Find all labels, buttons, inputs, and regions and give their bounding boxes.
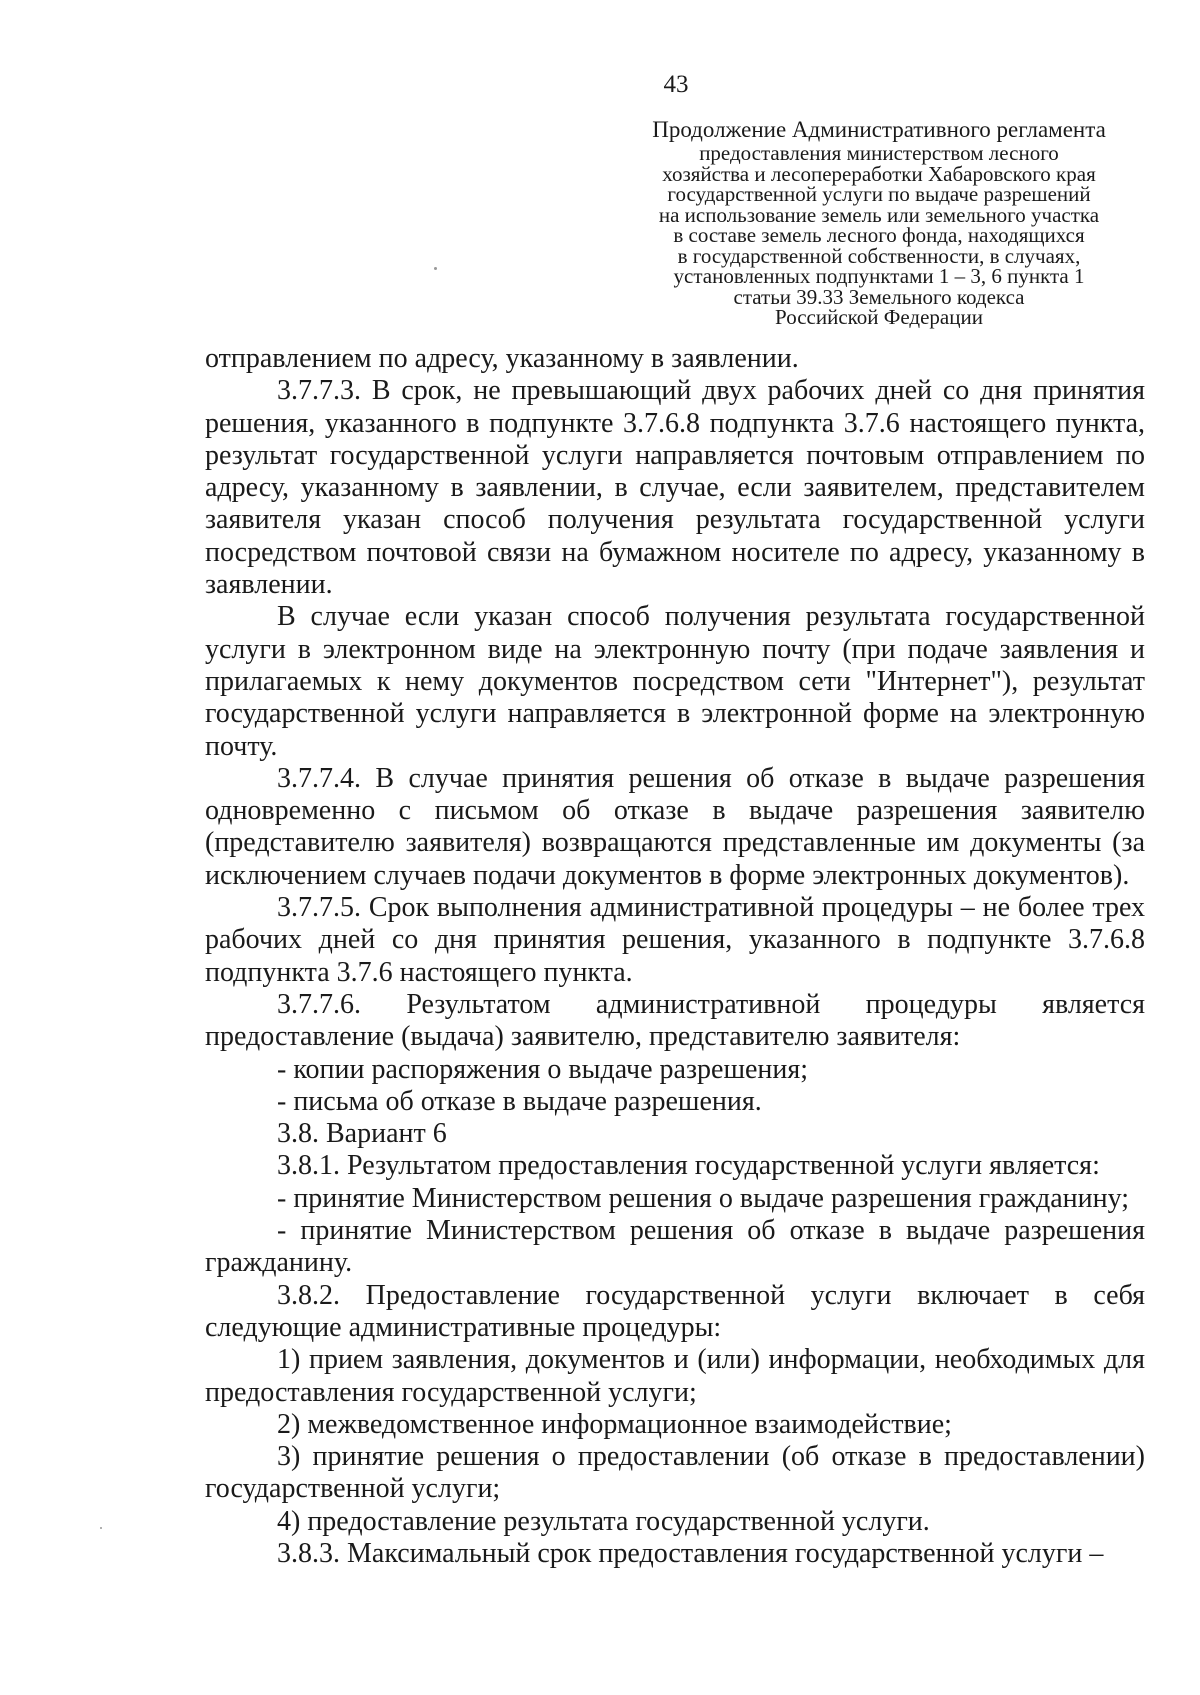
paragraph: 3.7.7.6. Результатом административной процедуры является предоставление (выдача) заявителю, представителю заявителя: [205, 988, 1145, 1053]
header-line: в государственной собственности, в случаях, [677, 243, 1081, 268]
header-line: в составе земель лесного фонда, находящихся [673, 223, 1085, 247]
list-item: - принятие Министерством решения о выдаче разрешения гражданину; [277, 1182, 1130, 1214]
paragraph: В случае если указан способ получения результата государственной услуги в электронном виде на электронную почту (при подаче заявления и прилагаемых к нему документов посредством сети "Интернет"), результат государственной услуги направляется в электронной форме на электронную почту. [205, 601, 1145, 762]
scan-speck [434, 267, 437, 270]
paragraph: 3.8.3. Максимальный срок предоставления государственной услуги – [277, 1537, 1104, 1569]
paragraph: 3.7.7.3. В срок, не превышающий двух рабочих дней со дня принятия решения, указанного в подпункте 3.7.6.8 подпункта 3.7.6 настоящего пункта, результат государственной услуги направляется почтовым отправлением по адресу, указанному в заявлении, в случае, если заявителем, представителем заявителя указан способ получения результата государственной услуги посредством почтовой связи на бумажном носителе по адресу, указанному в заявлении. [205, 375, 1145, 601]
header-line: государственной услуги по выдаче разрешений [667, 182, 1091, 206]
list-item: 3) принятие решения о предоставлении (об отказе в предоставлении) государственной услуги; [205, 1441, 1145, 1505]
document-header [618, 117, 1140, 328]
list-item: - письма об отказе в выдаче разрешения. [277, 1085, 762, 1117]
paragraph: 3.8.2. Предоставление государственной услуги включает в себя следующие административные процедуры: [205, 1279, 1145, 1343]
header-line: Российской Федерации [775, 305, 983, 329]
header-line: предоставления министерством лесного [699, 141, 1059, 165]
paragraph: 3.7.7.4. В случае принятия решения об отказе в выдаче разрешения одновременно с письмом об отказе в выдаче разрешения заявителю (представителю заявителя) возвращаются представленные им документы (за исключением случаев подачи документов в форме электронных документов). [205, 762, 1145, 891]
body-text [205, 343, 1145, 1570]
list-item: 2) межведомственное информационное взаимодействие; [277, 1408, 952, 1440]
page-number: 43 [663, 71, 689, 98]
list-item: - копии распоряжения о выдаче разрешения; [277, 1053, 809, 1085]
section-heading: 3.8. Вариант 6 [277, 1118, 447, 1150]
list-item: 4) предоставление результата государственной услуги. [277, 1505, 930, 1537]
header-line: установленных подпунктами 1 – 3, 6 пункта 1 [673, 264, 1085, 288]
paragraph: отправлением по адресу, указанному в заявлении. [205, 343, 799, 374]
header-line: Продолжение Административного регламента [652, 117, 1106, 142]
paragraph: 3.8.1. Результатом предоставления государственной услуги является: [277, 1150, 1100, 1182]
list-item: 1) прием заявления, документов и (или) информации, необходимых для предоставления государственной услуги; [205, 1344, 1145, 1408]
scan-speck [100, 1527, 102, 1529]
paragraph: 3.7.7.5. Срок выполнения административной процедуры – не более трех рабочих дней со дня принятия решения, указанного в подпункте 3.7.6.8 подпункта 3.7.6 настоящего пункта. [205, 892, 1145, 988]
header-line: на использование земель или земельного участка [658, 202, 1100, 227]
list-item: - принятие Министерством решения об отказе в выдаче разрешения гражданину. [205, 1215, 1145, 1279]
header-line: хозяйства и лесопереработки Хабаровского края [662, 161, 1096, 186]
header-line: статьи 39.33 Земельного кодекса [733, 284, 1025, 309]
